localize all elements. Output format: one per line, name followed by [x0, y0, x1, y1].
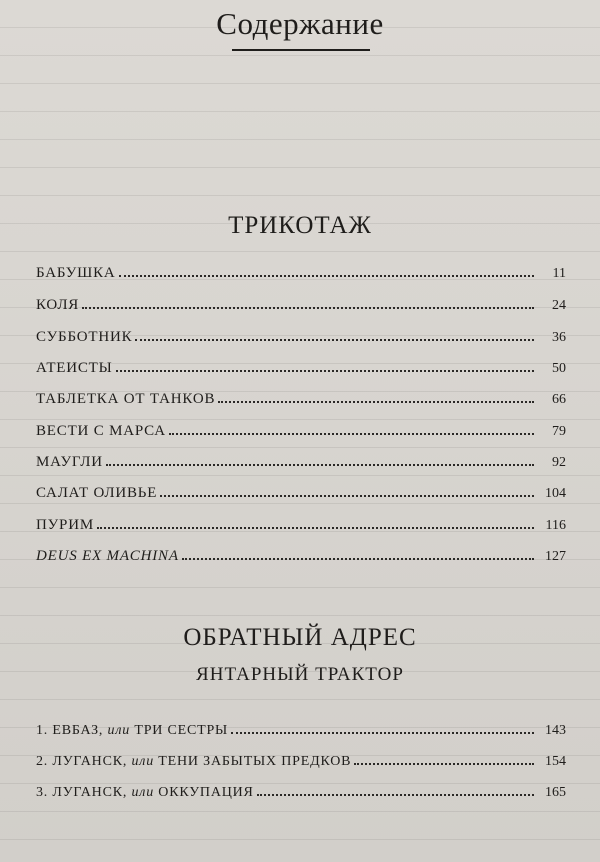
toc-entry-title: [36, 785, 257, 801]
toc-entry-conj: или: [131, 754, 154, 769]
toc-entry-title: АТЕИСТЫ: [36, 360, 113, 376]
toc-entry-page: 92: [552, 455, 566, 470]
toc-entry-title: ПУРИМ: [36, 517, 94, 533]
toc-entry: [36, 480, 566, 502]
toc-entry: [36, 748, 566, 770]
toc-leader-dots: [169, 433, 534, 435]
toc-entry: [36, 717, 566, 739]
section-heading-obratny-adres: ОБРАТНЫЙ АДРЕС: [183, 624, 417, 651]
toc-entry-conj: или: [107, 723, 131, 738]
toc-entry: [36, 292, 566, 314]
toc-entry-title: МАУГЛИ: [36, 454, 103, 470]
toc-entry-title: DEUS EX MACHINA: [36, 548, 179, 564]
toc-entry-page: 36: [552, 330, 566, 345]
toc-entry: [36, 260, 566, 282]
section-heading-trikotazh: ТРИКОТАЖ: [228, 212, 372, 239]
toc-entry-rest: ОККУПАЦИЯ: [154, 785, 254, 800]
toc-leader-dots: [354, 763, 534, 765]
toc-entry-page: 127: [545, 549, 566, 564]
toc-entry-page: 50: [552, 361, 566, 376]
toc-entry: [36, 543, 566, 565]
toc-entry-title: ТАБЛЕТКА ОТ ТАНКОВ: [36, 391, 216, 407]
toc-entry-title: СУББОТНИК: [36, 329, 133, 345]
toc-entry-conj: или: [131, 785, 154, 800]
toc-entry-page: 11: [552, 266, 566, 281]
toc-leader-dots: [106, 464, 534, 466]
toc-entry-title: [36, 754, 354, 770]
toc-entry-title: [36, 723, 231, 739]
toc-leader-dots: [97, 527, 534, 529]
toc-entry-prefix: 3. ЛУГАНСК,: [36, 785, 132, 800]
toc-entry-prefix: 1. ЕВБАЗ,: [36, 723, 108, 738]
toc-leader-dots: [182, 558, 534, 560]
toc-entry: [36, 779, 566, 801]
toc-entry: [36, 386, 566, 408]
toc-leader-dots: [231, 732, 534, 734]
toc-entry-title: БАБУШКА: [36, 265, 116, 281]
toc-entry-page: 116: [545, 518, 566, 533]
toc-leader-dots: [218, 401, 534, 403]
toc-entry: [36, 449, 566, 471]
toc-leader-dots: [135, 339, 534, 341]
toc-leader-dots: [257, 794, 534, 796]
toc-entry-prefix: 2. ЛУГАНСК,: [36, 754, 132, 769]
section-subheading: ЯНТАРНЫЙ ТРАКТОР: [196, 664, 404, 685]
toc-entry-page: 66: [552, 392, 566, 407]
toc-entry-rest: ТЕНИ ЗАБЫТЫХ ПРЕДКОВ: [154, 754, 352, 769]
toc-entry-title: ВЕСТИ С МАРСА: [36, 423, 166, 439]
title-underline: [232, 49, 370, 51]
toc-entry-title: КОЛЯ: [36, 297, 80, 313]
toc-leader-dots: [82, 307, 534, 309]
toc-leader-dots: [119, 275, 534, 277]
toc-entry-page: 79: [552, 424, 566, 439]
page-title: Содержание: [216, 6, 384, 41]
toc-leader-dots: [116, 370, 534, 372]
toc-entry: [36, 324, 566, 346]
toc-entry-title: САЛАТ ОЛИВЬЕ: [36, 485, 158, 501]
toc-entry-rest: ТРИ СЕСТРЫ: [130, 723, 229, 738]
toc-leader-dots: [160, 495, 534, 497]
toc-entry-page: 143: [545, 723, 566, 738]
toc-entry: [36, 418, 566, 440]
toc-entry: [36, 355, 566, 377]
toc-entry-page: 104: [545, 486, 566, 501]
toc-entry-page: 165: [545, 785, 566, 800]
toc-entry-page: 154: [545, 754, 566, 769]
toc-entry-page: 24: [552, 298, 566, 313]
toc-entry: [36, 512, 566, 534]
